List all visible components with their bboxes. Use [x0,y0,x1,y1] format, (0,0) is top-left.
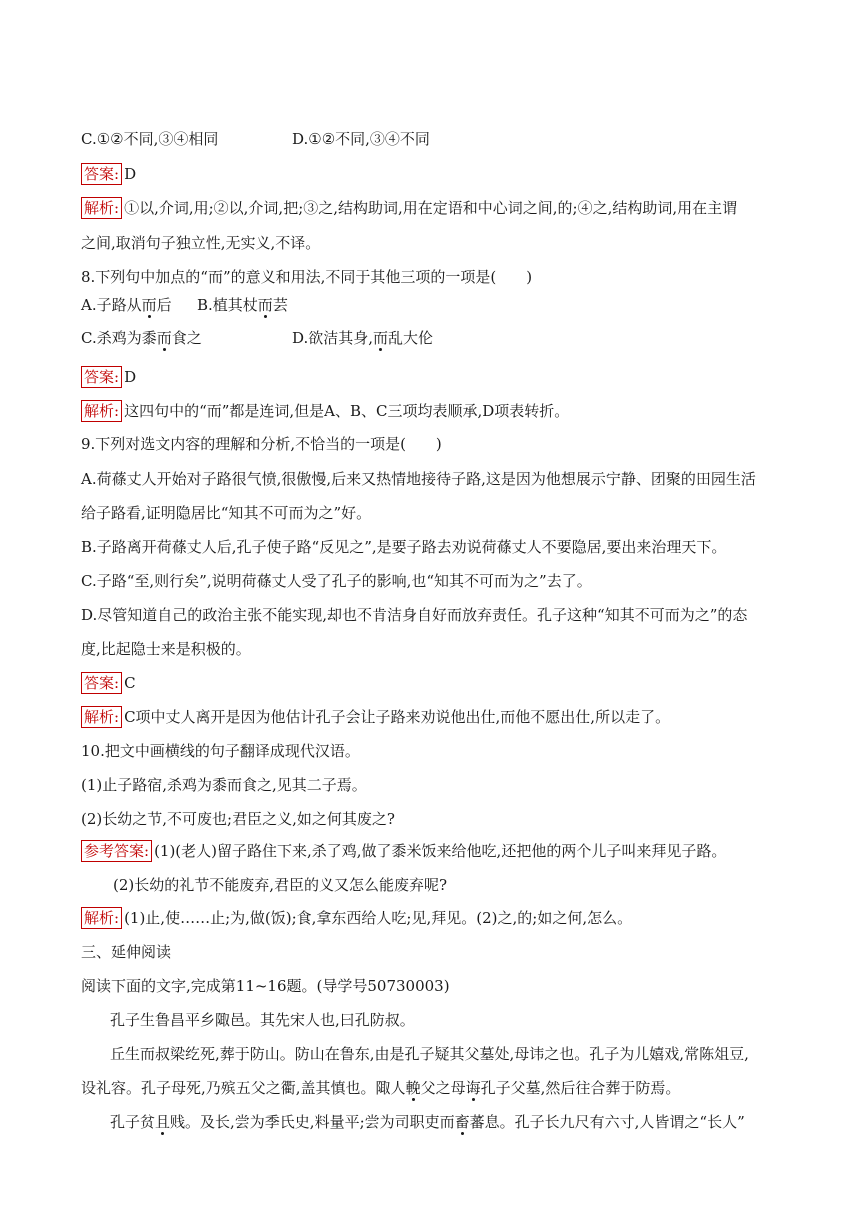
q9-option-a-line2: 给子路看,证明隐居比“知其不可而为之”好。 [81,504,372,522]
q8-c-dotted-char: 而 [156,329,172,347]
q8-analysis: 这四句中的“而”都是连词,但是A、B、C三项均表顺承,D项表转折。 [124,402,570,420]
analysis-label: 解析: [81,197,122,219]
q10-reference-2: (2)长幼的礼节不能废弃,君臣的义又怎么能废弃呢? [113,876,448,894]
q9-analysis-row [81,706,670,728]
q8-stem: 8.下列句中加点的“而”的意义和用法,不同于其他三项的一项是( ) [81,268,533,286]
q8-option-d [292,327,433,349]
q8-d-text: D.欲洁其身, [292,329,374,347]
answer-label: 答案: [81,366,122,388]
q9-option-a-line1: A.荷蓧丈人开始对子路很气愤,很傲慢,后来又热情地接待子路,这是因为他想展示宁静、团聚的田园生活 [81,470,756,488]
answer-label: 答案: [81,672,122,694]
section-heading: 三、延伸阅读 [81,943,172,961]
q10-reference-row [81,840,726,862]
q8-a-text: A.子路从 [81,296,142,314]
passage-paragraph-2-line2 [81,1077,680,1099]
q10-sentence-2: (2)长幼之节,不可废也;君臣之义,如之何其废之? [81,810,395,828]
passage-paragraph-3 [110,1111,745,1133]
passage-text: 贱。及长,尝为季氏史,料量平;尝为司职吏而 [170,1113,455,1131]
q8-b-dotted-char: 而 [257,296,273,314]
passage-text: 孔子贫 [110,1113,156,1131]
passage-paragraph-1: 孔子生鲁昌平乡陬邑。其先宋人也,曰孔防叔。 [110,1011,415,1029]
q8-analysis-row [81,400,569,422]
q8-d-text-end: 乱大伦 [388,329,434,347]
q8-options-cd [81,327,433,349]
q9-answer-row [81,672,136,694]
q7-answer-row [81,163,136,185]
q7-option-c: C.①②不同,③④相同 [81,130,219,148]
q8-option-b [197,294,288,316]
section-intro: 阅读下面的文字,完成第11~16题。(导学号50730003) [81,977,450,995]
q7-analysis-line2: 之间,取消句子独立性,无实义,不译。 [81,234,321,252]
q8-c-text-end: 食之 [171,329,202,347]
q7-analysis-line1: ①以,介词,用;②以,介词,把;③之,结构助词,用在定语和中心词之间,的;④之,结构助词,用在主谓 [124,199,738,217]
passage-dotted-char: 畜 [454,1113,470,1131]
analysis-label: 解析: [81,907,122,929]
q8-b-text-end: 芸 [272,296,288,314]
analysis-label: 解析: [81,706,122,728]
q9-stem: 9.下列对选文内容的理解和分析,不恰当的一项是( ) [81,435,442,453]
q9-option-b: B.子路离开荷蓧丈人后,孔子使子路“反见之”,是要子路去劝说荷蓧丈人不要隐居,要出来治理天下。 [81,538,727,556]
q9-option-d-line1: D.尽管知道自己的政治主张不能实现,却也不肯洁身自好而放弃责任。孔子这种“知其不可而为之”的态 [81,606,748,624]
passage-dotted-char: 诲 [465,1079,481,1097]
q8-answer-row [81,366,136,388]
q10-stem: 10.把文中画横线的句子翻译成现代汉语。 [81,742,360,760]
q9-analysis: C项中丈人离开是因为他估计孔子会让子路来劝说他出仕,而他不愿出仕,所以走了。 [124,708,671,726]
passage-text: 设礼容。孔子母死,乃殡五父之衢,盖其慎也。陬人 [81,1079,406,1097]
q7-analysis-row [81,197,737,219]
passage-dotted-char: 輓 [405,1079,421,1097]
q9-option-d-line2: 度,比起隐士来是积极的。 [81,640,251,658]
passage-paragraph-2-line1: 丘生而叔梁纥死,葬于防山。防山在鲁东,由是孔子疑其父墓处,母讳之也。孔子为儿嬉戏,常陈俎豆, [110,1045,749,1063]
passage-text: 蕃息。孔子长九尺有六寸,人皆谓之“长人” [469,1113,745,1131]
q8-option-a [81,294,197,316]
q8-options-ab [81,294,288,316]
q7-options-row [81,128,430,150]
q10-sentence-1: (1)止子路宿,杀鸡为黍而食之,见其二子焉。 [81,776,367,794]
passage-dotted-char: 且 [155,1113,171,1131]
q10-analysis: (1)止,使……止;为,做(饭);食,拿东西给人吃;见,拜见。(2)之,的;如之何,怎么。 [124,909,633,927]
q9-answer: C [124,674,136,692]
q8-a-dotted-char: 而 [141,296,157,314]
q8-answer: D [124,368,137,386]
q8-c-text: C.杀鸡为黍 [81,329,157,347]
passage-text: 孔子父墓,然后往合葬于防焉。 [480,1079,681,1097]
analysis-label: 解析: [81,400,122,422]
passage-text: 父之母 [420,1079,466,1097]
q10-analysis-row [81,907,632,929]
q8-option-c [81,327,292,349]
q8-b-text: B.植其杖 [197,296,258,314]
q7-option-d: D.①②不同,③④不同 [292,130,430,148]
answer-label: 答案: [81,163,122,185]
reference-answer-label: 参考答案: [81,840,152,862]
q8-d-dotted-char: 而 [373,329,389,347]
q7-answer: D [124,165,137,183]
q9-option-c: C.子路“至,则行矣”,说明荷蓧丈人受了孔子的影响,也“知其不可而为之”去了。 [81,572,592,590]
q10-reference-1: (1)(老人)留子路住下来,杀了鸡,做了黍米饭来给他吃,还把他的两个儿子叫来拜见子路。 [154,842,727,860]
q8-a-text-end: 后 [156,296,172,314]
